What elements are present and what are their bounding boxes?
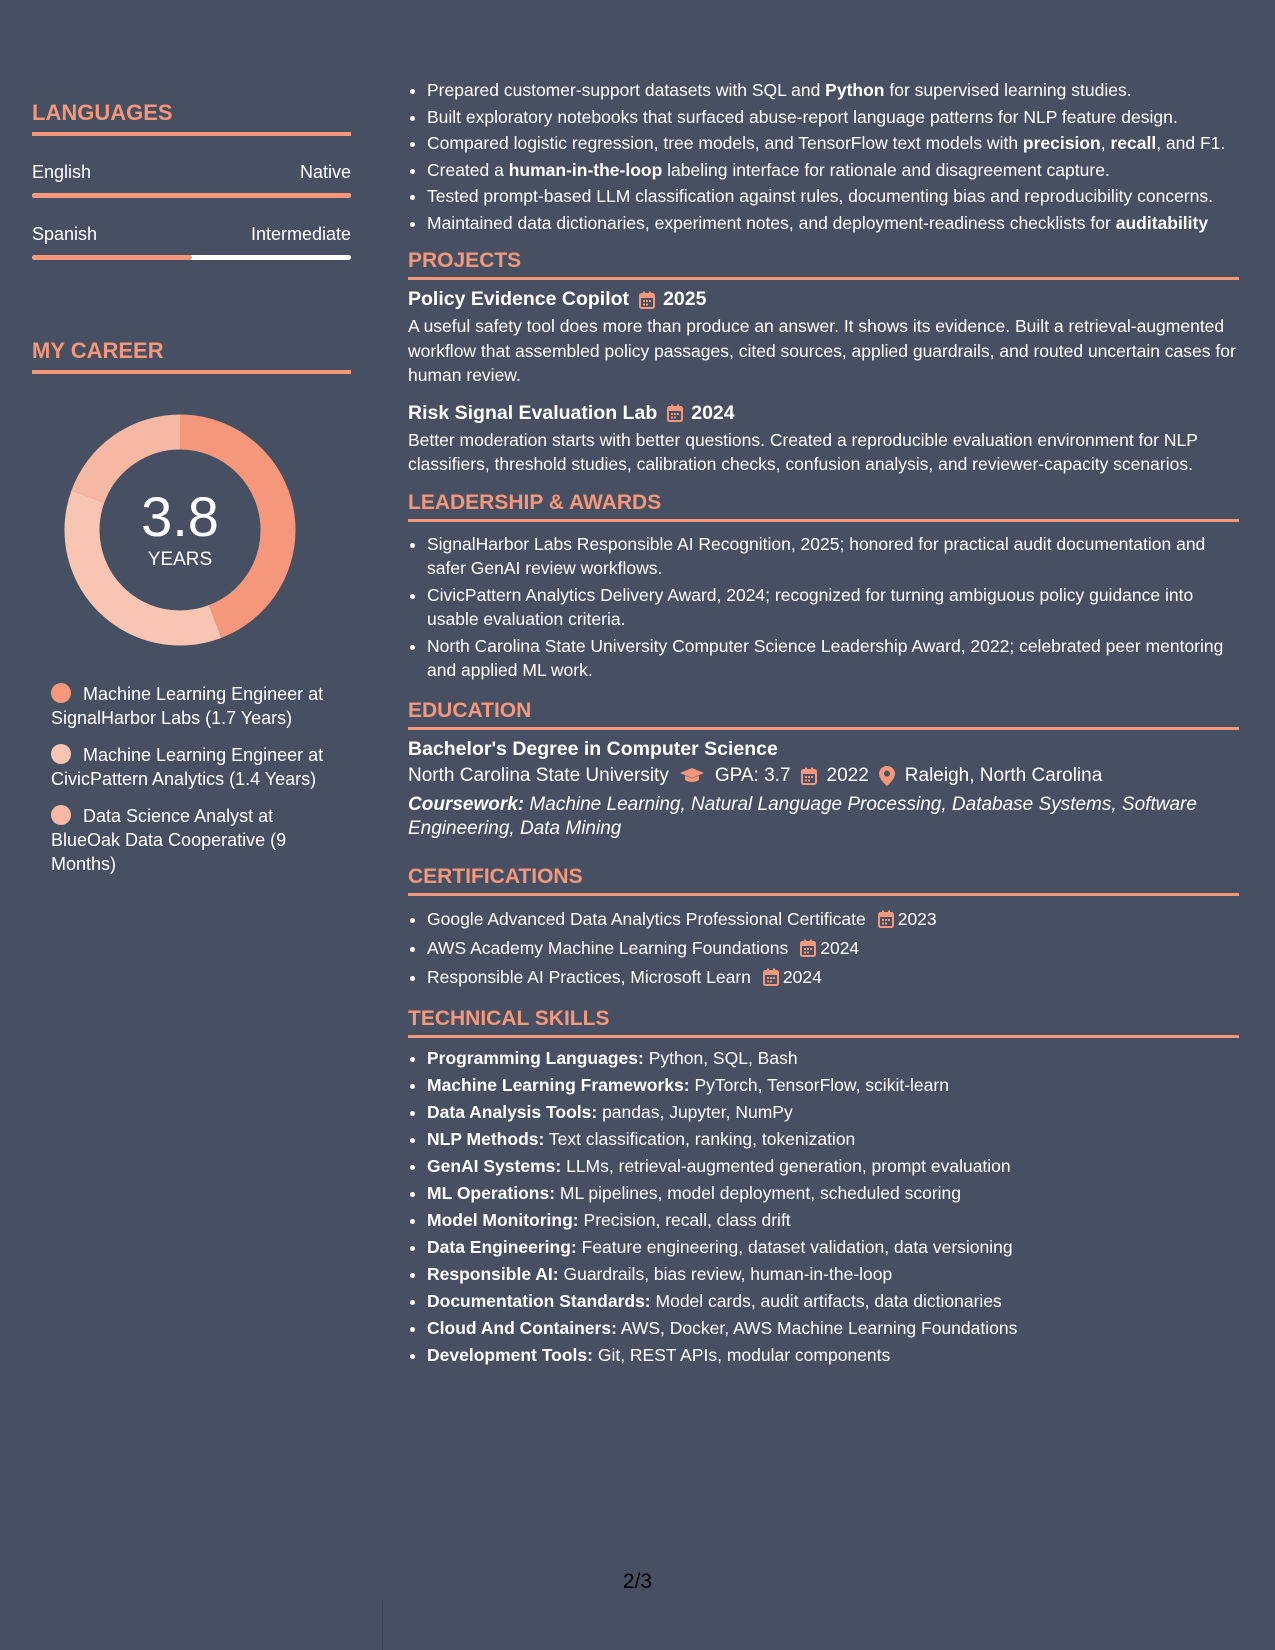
- language-proficiency-fill: [32, 255, 192, 260]
- coursework-label: Coursework:: [408, 793, 525, 815]
- skill-value: Guardrails, bias review, human-in-the-loop: [563, 1263, 893, 1284]
- skill-label: Programming Languages:: [427, 1047, 644, 1068]
- graduation-year: 2022: [826, 764, 869, 786]
- career-legend-item: [51, 804, 331, 876]
- education-details: [408, 765, 1239, 787]
- page-divider: [382, 1600, 383, 1650]
- skill-item: [427, 1316, 1239, 1341]
- calendar-icon: [639, 291, 655, 309]
- language-level: Intermediate: [250, 224, 351, 244]
- awards-list: [408, 532, 1239, 683]
- certification-name: AWS Academy Machine Learning Foundations: [427, 937, 789, 958]
- career-legend-item: [51, 743, 331, 791]
- legend-dot-icon: [51, 744, 71, 764]
- skill-label: Development Tools:: [427, 1344, 593, 1365]
- projects-section: [408, 249, 1239, 477]
- sidebar: [32, 100, 351, 889]
- bullet-emphasis: recall: [1110, 133, 1157, 153]
- projects-heading: PROJECTS: [408, 249, 1239, 280]
- school-location: Raleigh, North Carolina: [904, 764, 1103, 786]
- project-name: Policy Evidence Copilot: [408, 288, 630, 310]
- project-description: Better moderation starts with better questions. Created a reproducible evaluation environment for NLP classifiers, threshold studies, calibration checks, confusion analysis, and reviewer-capacity scenarios.: [408, 429, 1198, 474]
- skill-item: [427, 1046, 1239, 1071]
- skill-value: PyTorch, TensorFlow, scikit-learn: [694, 1074, 949, 1095]
- bullet-text: for supervised learning studies.: [884, 80, 1132, 100]
- certification-name: Responsible AI Practices, Microsoft Learn: [427, 966, 751, 987]
- language-name: Spanish: [32, 224, 98, 244]
- language-proficiency-bar: [32, 193, 351, 198]
- skills-list: [408, 1046, 1239, 1368]
- coursework-list: Machine Learning, Natural Language Processing, Database Systems, Software Engineering, Data Mining: [408, 793, 1197, 839]
- project-title: [408, 288, 1239, 311]
- skill-label: Documentation Standards:: [427, 1290, 651, 1311]
- bullet-text: labeling interface for rationale and disagreement capture.: [662, 159, 1110, 180]
- skill-label: Model Monitoring:: [427, 1209, 579, 1230]
- coursework: [408, 793, 1239, 841]
- experience-bullet: [427, 211, 1239, 236]
- skills-heading: TECHNICAL SKILLS: [408, 1007, 1239, 1038]
- career-heading: MY CAREER: [32, 338, 351, 374]
- awards-heading: LEADERSHIP & AWARDS: [408, 491, 1239, 522]
- legend-label: Machine Learning Engineer at CivicPattern Analytics (1.4 Years): [51, 745, 324, 789]
- bullet-emphasis: auditability: [1115, 212, 1209, 233]
- skill-label: Cloud And Containers:: [427, 1317, 617, 1338]
- skill-item: [427, 1127, 1239, 1152]
- skill-item: [427, 1262, 1239, 1287]
- language-level: Native: [299, 162, 351, 182]
- calendar-icon: [800, 939, 816, 957]
- certifications-list: [408, 906, 1239, 991]
- skill-item: [427, 1154, 1239, 1179]
- experience-bullet: [427, 78, 1239, 103]
- skill-value: Text classification, ranking, tokenization: [548, 1128, 856, 1149]
- skill-value: Model cards, audit artifacts, data dictionaries: [655, 1290, 1002, 1311]
- gpa: GPA: 3.7: [714, 764, 791, 786]
- skill-label: ML Operations:: [427, 1182, 556, 1203]
- education-heading: EDUCATION: [408, 699, 1239, 730]
- bullet-text: Tested prompt-based LLM classification against rules, documenting bias and reproducibility concerns.: [427, 186, 1213, 206]
- legend-dot-icon: [51, 805, 71, 825]
- school-name: North Carolina State University: [408, 764, 669, 786]
- award-item: • CivicPattern Analytics Delivery Award, 2024; recognized for turning ambiguous policy guidance into usable evaluation criteria.: [427, 583, 1239, 632]
- graduation-cap-icon: [679, 767, 705, 785]
- career-years-unit: YEARS: [147, 549, 213, 570]
- bullet-emphasis: precision: [1022, 133, 1101, 153]
- degree-name: Bachelor's Degree in Computer Science: [408, 737, 778, 760]
- language-row: [32, 162, 351, 183]
- skill-item: [427, 1100, 1239, 1125]
- skill-item: [427, 1073, 1239, 1098]
- bullet-text: Maintained data dictionaries, experiment notes, and deployment-readiness checklists for: [427, 212, 1116, 233]
- bullet-emphasis: human-in-the-loop: [508, 159, 663, 180]
- career-years-value: 3.8: [141, 485, 219, 548]
- skill-value: Feature engineering, dataset validation, data versioning: [581, 1236, 1013, 1257]
- project-year: 2025: [663, 288, 707, 310]
- certification-item: [427, 935, 1239, 962]
- calendar-icon: [878, 910, 894, 928]
- certification-year: 2023: [897, 908, 937, 929]
- skill-label: Machine Learning Frameworks:: [427, 1074, 690, 1095]
- skill-item: [427, 1289, 1239, 1314]
- experience-bullets: [408, 78, 1239, 235]
- experience-bullet: [427, 131, 1239, 156]
- calendar-icon: [801, 767, 817, 785]
- skills-section: [408, 1007, 1239, 1368]
- skill-value: pandas, Jupyter, NumPy: [602, 1101, 793, 1122]
- awards-section: [408, 491, 1239, 683]
- experience-bullet: [427, 158, 1239, 183]
- bullet-emphasis: Python: [825, 80, 885, 100]
- skill-value: AWS, Docker, AWS Machine Learning Foundations: [620, 1317, 1018, 1338]
- project-year: 2024: [691, 401, 735, 424]
- degree-title: [408, 738, 1239, 761]
- project-name: Risk Signal Evaluation Lab: [408, 401, 658, 424]
- projects-list: [408, 288, 1239, 477]
- skill-value: Precision, recall, class drift: [583, 1209, 791, 1230]
- language-name: English: [32, 162, 92, 182]
- bullet-text: Prepared customer-support datasets with SQL and: [427, 80, 826, 100]
- skill-label: NLP Methods:: [427, 1128, 545, 1149]
- career-donut-chart: [64, 414, 296, 646]
- skill-label: Data Engineering:: [427, 1236, 577, 1257]
- certifications-section: [408, 865, 1239, 991]
- skill-label: Responsible AI:: [427, 1263, 559, 1284]
- bullet-text: Built exploratory notebooks that surfaced abuse-report language patterns for NLP feature design.: [427, 106, 1178, 127]
- language-proficiency-fill: [32, 193, 351, 198]
- skill-label: GenAI Systems:: [427, 1155, 562, 1176]
- skill-item: [427, 1343, 1239, 1368]
- language-row: [32, 224, 351, 245]
- page-number: 2/3: [622, 1570, 653, 1593]
- experience-bullet: [427, 105, 1239, 130]
- project-title: [408, 402, 1239, 425]
- skill-value: Python, SQL, Bash: [648, 1047, 798, 1068]
- language-proficiency-bar: [32, 255, 351, 260]
- languages-list: [32, 162, 351, 260]
- skill-value: LLMs, retrieval-augmented generation, prompt evaluation: [566, 1155, 1011, 1176]
- legend-label: Machine Learning Engineer at SignalHarbor Labs (1.7 Years): [51, 684, 324, 728]
- legend-label: Data Science Analyst at BlueOak Data Cooperative (9 Months): [51, 806, 287, 874]
- skill-value: Git, REST APIs, modular components: [597, 1344, 891, 1365]
- donut-center: [64, 414, 296, 646]
- languages-heading: LANGUAGES: [32, 100, 351, 136]
- experience-bullet: [427, 184, 1239, 209]
- bullet-text: Compared logistic regression, tree models, and TensorFlow text models with: [427, 133, 1023, 153]
- location-pin-icon: [879, 766, 895, 786]
- bullet-text: , and F1.: [1156, 133, 1226, 153]
- skill-item: [427, 1208, 1239, 1233]
- main-content: [408, 78, 1239, 1370]
- skill-label: Data Analysis Tools:: [427, 1101, 598, 1122]
- education-section: [408, 699, 1239, 841]
- award-item: • SignalHarbor Labs Responsible AI Recognition, 2025; honored for practical audit documentation and safer GenAI review workflows.: [427, 532, 1239, 581]
- skill-value: ML pipelines, model deployment, scheduled scoring: [559, 1182, 962, 1203]
- skill-item: [427, 1181, 1239, 1206]
- skill-item: [427, 1235, 1239, 1260]
- award-item: • North Carolina State University Computer Science Leadership Award, 2022; celebrated peer mentoring and applied ML work.: [427, 634, 1239, 683]
- calendar-icon: [667, 404, 683, 422]
- certifications-heading: CERTIFICATIONS: [408, 865, 1239, 896]
- certification-name: Google Advanced Data Analytics Professional Certificate: [427, 908, 866, 929]
- calendar-icon: [763, 968, 779, 986]
- certification-year: 2024: [782, 966, 822, 987]
- legend-dot-icon: [51, 683, 71, 703]
- career-legend: [51, 682, 331, 876]
- bullet-text: Created a: [427, 159, 509, 180]
- certification-year: 2024: [820, 937, 860, 958]
- certification-item: [427, 906, 1239, 933]
- bullet-text: ,: [1100, 133, 1111, 153]
- project-description: A useful safety tool does more than produce an answer. It shows its evidence. Built a retrieval-augmented workflow that assembled policy passages, cited sources, applied guardrails, and routed uncertain cases for human review.: [408, 316, 1236, 385]
- certification-item: [427, 964, 1239, 991]
- career-legend-item: [51, 682, 331, 730]
